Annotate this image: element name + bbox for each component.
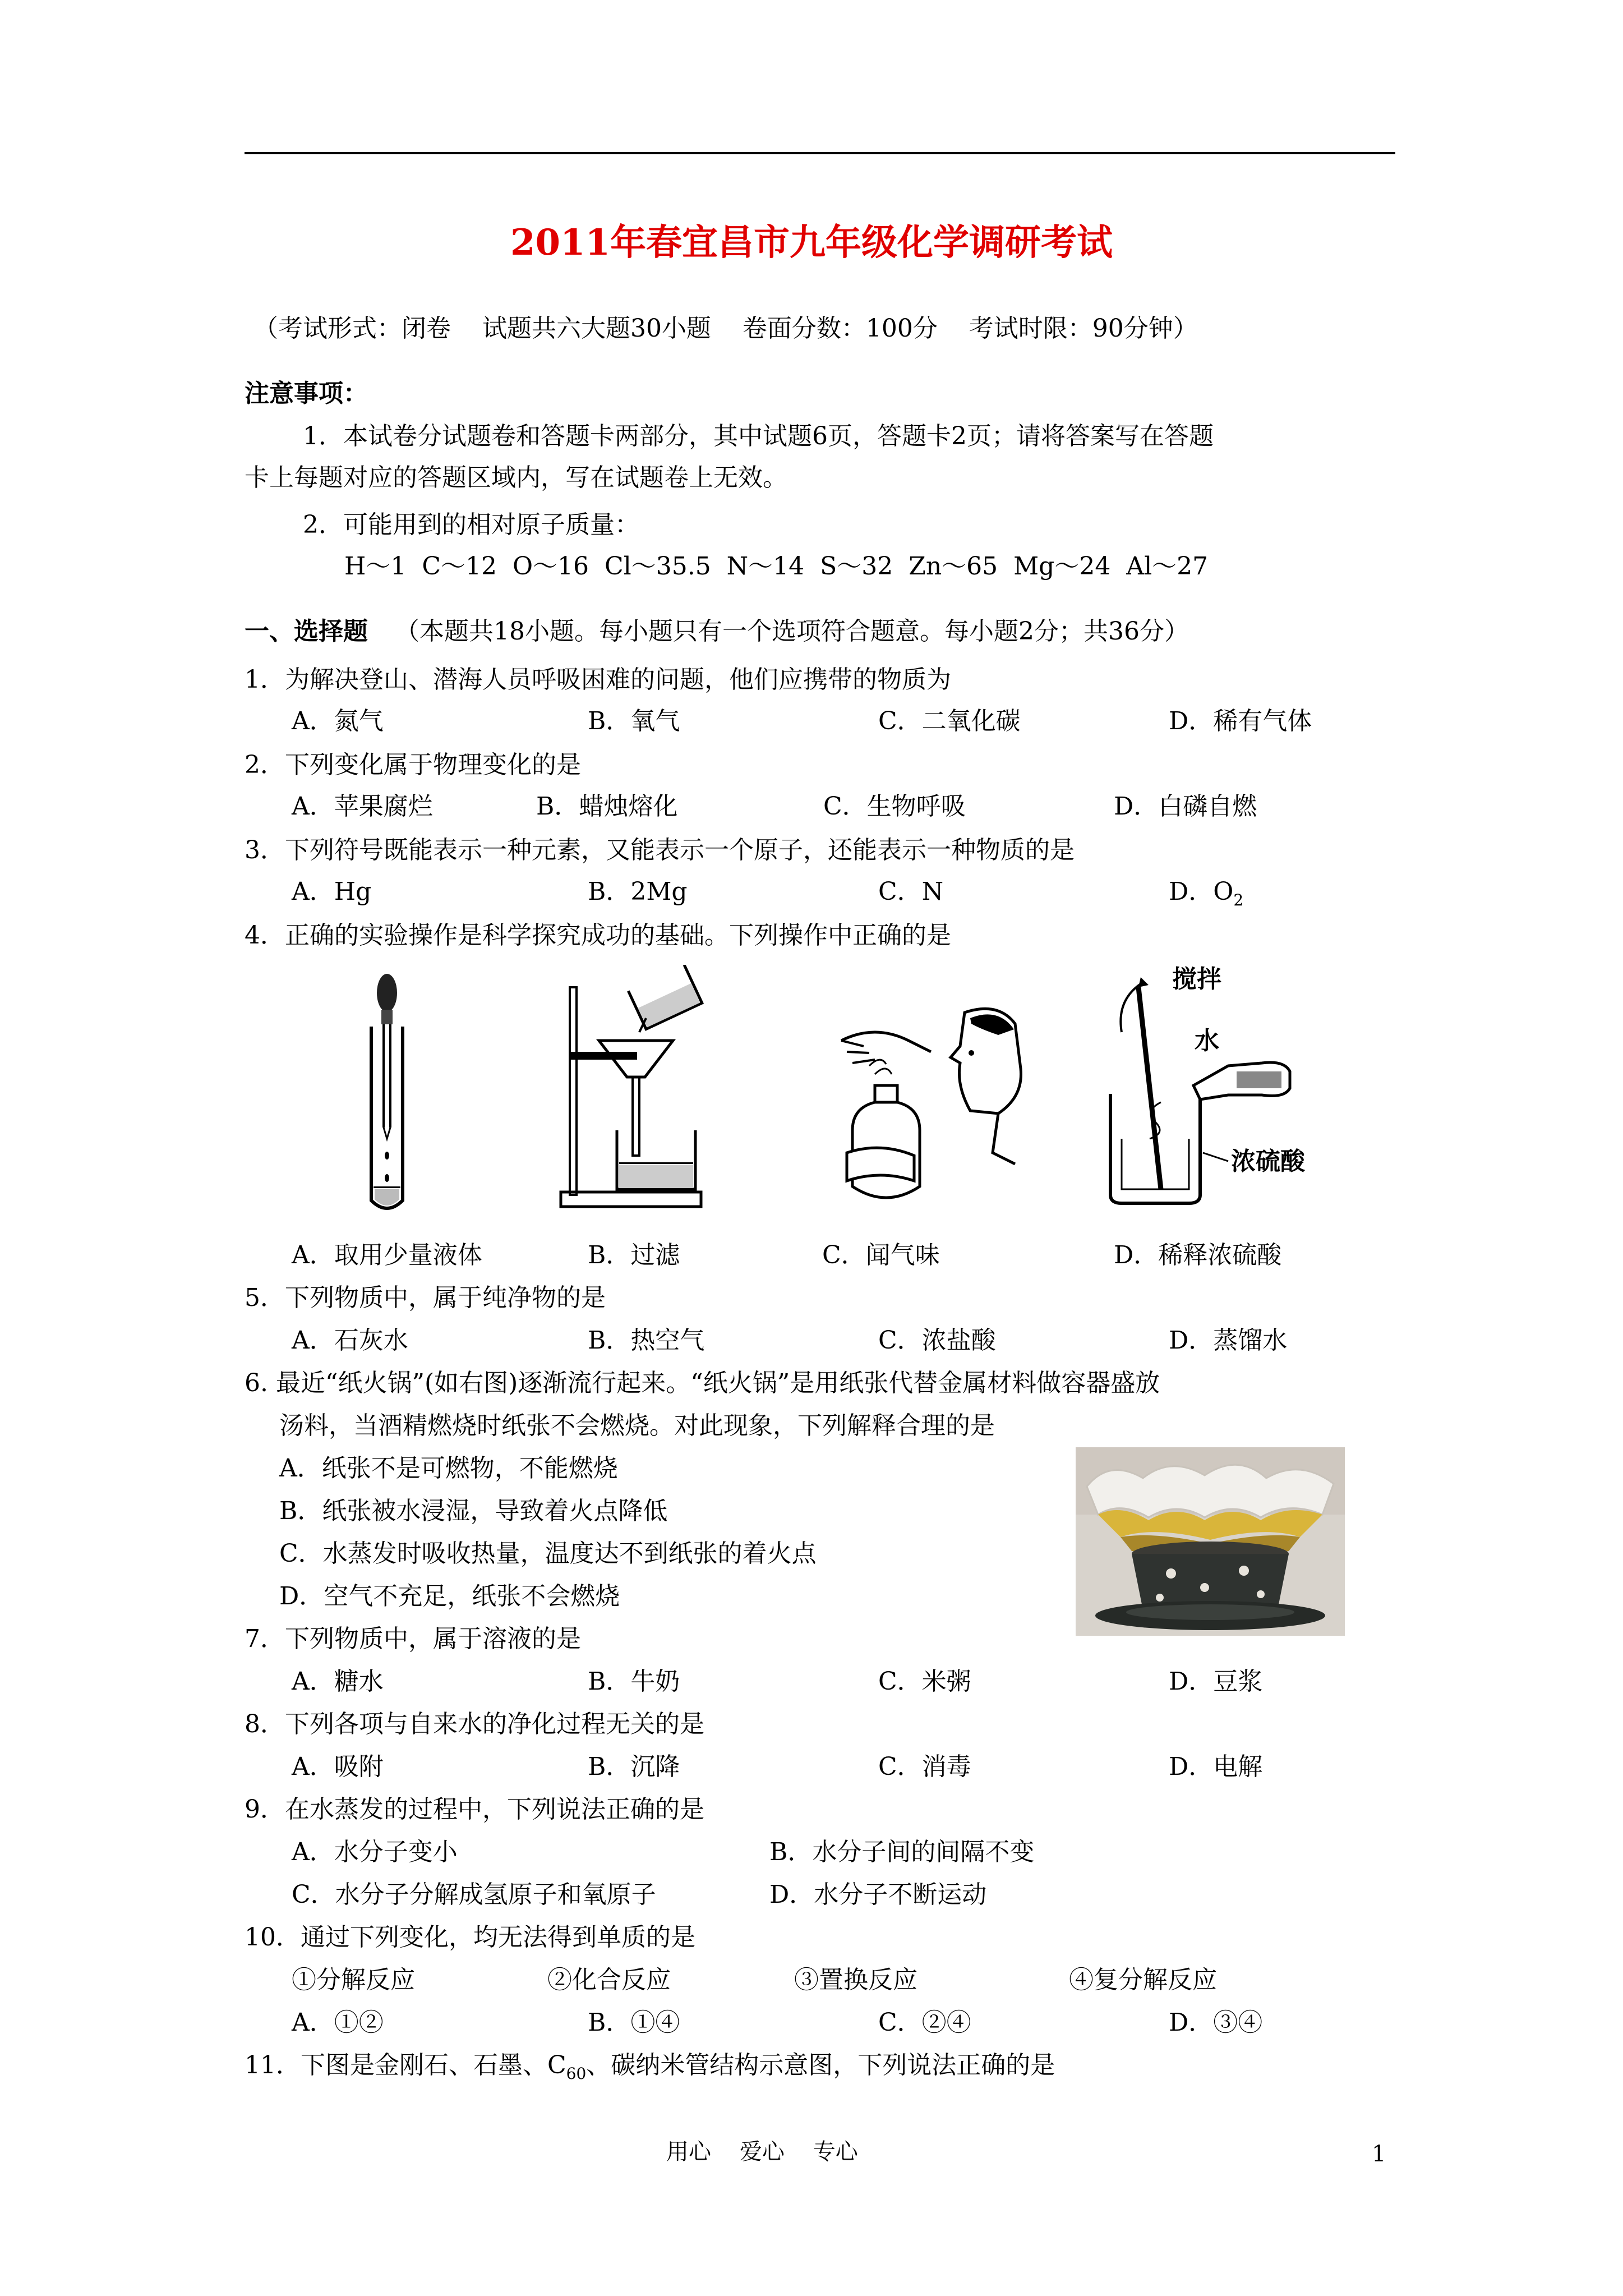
- q7-option-a: A．糖水: [292, 1667, 384, 1696]
- q7-option-c: C．米粥: [878, 1667, 971, 1696]
- page-number: 1: [1372, 2141, 1386, 2167]
- q3-option-a: A．Hg: [292, 877, 372, 906]
- q2-option-c: C．生物呼吸: [823, 792, 966, 821]
- q9-stem: 9．在水蒸发的过程中，下列说法正确的是: [245, 1795, 704, 1824]
- q10-option-c: C．②④: [878, 2008, 971, 2037]
- label-stir: 搅拌: [1172, 965, 1221, 993]
- footer-motto: 用心 爱心 专心: [666, 2139, 858, 2165]
- q6-stem-line-1: 6. 最近“纸火锅”(如右图)逐渐流行起来。“纸火锅”是用纸张代替金属材料做容器盛放: [245, 1369, 1160, 1397]
- q7-option-b: B．牛奶: [588, 1667, 680, 1696]
- q9-option-c: C．水分子分解成氢原子和氧原子: [292, 1880, 656, 1909]
- q8-option-d: D．电解: [1169, 1752, 1263, 1781]
- page-title: 2011年春宜昌市九年级化学调研考试: [510, 222, 1113, 264]
- q3-option-d-subscript: 2: [1233, 890, 1244, 909]
- q4-option-c: C．闻气味: [822, 1241, 940, 1269]
- q10-option-b: B．①④: [588, 2008, 680, 2037]
- q6-option-a: A．纸张不是可燃物，不能燃烧: [279, 1454, 618, 1483]
- q5-option-d: D．蒸馏水: [1169, 1326, 1288, 1355]
- q10-option-a: A．①②: [292, 2008, 384, 2037]
- q10-option-d: D．③④: [1169, 2008, 1263, 2037]
- q2-stem: 2．下列变化属于物理变化的是: [245, 751, 581, 779]
- q8-option-a: A．吸附: [292, 1752, 384, 1781]
- label-water: 水: [1195, 1027, 1219, 1055]
- q5-stem: 5．下列物质中，属于纯净物的是: [245, 1283, 606, 1312]
- q4-option-b: B．过滤: [588, 1241, 680, 1269]
- q10-reaction-1: ①分解反应: [292, 1966, 415, 1994]
- q2-option-b: B．蜡烛熔化: [536, 792, 678, 821]
- q11-c60-subscript: 60: [566, 2064, 587, 2083]
- q6-option-b: B．纸张被水浸湿，导致着火点降低: [279, 1497, 668, 1525]
- q6-option-d: D．空气不充足，纸张不会燃烧: [279, 1582, 620, 1611]
- figure-smelling-gas: [830, 1001, 1026, 1220]
- figure-dropper-test-tube: [348, 965, 426, 1217]
- q9-option-b: B．水分子间的间隔不变: [769, 1838, 1035, 1866]
- atomic-masses: H～1 C～12 O～16 Cl～35.5 N～14 S～32 Zn～65 Mg～24 Al～27: [344, 552, 1209, 581]
- figure-dilute-acid: [1094, 965, 1335, 1217]
- q11-stem: 11．下图是金刚石、石墨、$C_{60}$、碳纳米管结构示意图，下列说法正确的是: [245, 2051, 1055, 2083]
- q1-option-b: B．氧气: [588, 707, 680, 735]
- q5-option-a: A．石灰水: [292, 1326, 408, 1355]
- q6-option-c: C．水蒸发时吸收热量，温度达不到纸张的着火点: [279, 1539, 817, 1568]
- q7-stem: 7．下列物质中，属于溶液的是: [245, 1625, 581, 1653]
- q9-option-d: D．水分子不断运动: [769, 1880, 987, 1909]
- q6-stem-line-2: 汤料，当酒精燃烧时纸张不会燃烧。对此现象，下列解释合理的是: [279, 1411, 995, 1440]
- q1-option-d: D．稀有气体: [1169, 707, 1312, 735]
- q2-option-a: A．苹果腐烂: [292, 792, 433, 821]
- notes-item-1-line-1: 1．本试卷分试题卷和答题卡两部分，其中试题6页，答题卡2页；请将答案写在答题: [303, 422, 1214, 450]
- q4-option-d: D．稀释浓硫酸: [1114, 1241, 1282, 1269]
- q8-stem: 8．下列各项与自来水的净化过程无关的是: [245, 1710, 704, 1738]
- q9-option-a: A．水分子变小: [292, 1838, 458, 1866]
- q7-option-d: D．豆浆: [1169, 1667, 1263, 1696]
- q5-option-c: C．浓盐酸: [878, 1326, 996, 1355]
- notes-item-1-line-2: 卡上每题对应的答题区域内，写在试题卷上无效。: [245, 463, 787, 492]
- figure-filtration: [555, 965, 718, 1217]
- notes-item-2: 2．可能用到的相对原子质量：: [303, 510, 639, 539]
- q3-option-b: B．2Mg: [588, 877, 688, 906]
- q8-option-b: B．沉降: [588, 1752, 680, 1781]
- q8-option-c: C．消毒: [878, 1752, 971, 1781]
- exam-info: （考试形式：闭卷 试题共六大题30小题 卷面分数：100分 考试时限：90分钟）: [253, 314, 1198, 343]
- header-rule: [245, 152, 1395, 154]
- q1-stem: 1．为解决登山、潜海人员呼吸困难的问题，他们应携带的物质为: [245, 665, 951, 694]
- q1-option-c: C．二氧化碳: [878, 707, 1021, 735]
- q2-option-d: D．白磷自燃: [1114, 792, 1257, 821]
- q1-option-a: A．氮气: [292, 707, 384, 735]
- notes-heading: 注意事项：: [245, 379, 368, 408]
- q3-stem: 3．下列符号既能表示一种元素，又能表示一个原子，还能表示一种物质的是: [245, 836, 1075, 864]
- photo-paper-hotpot: [1076, 1447, 1345, 1636]
- q10-reaction-3: ③置换反应: [794, 1966, 917, 1994]
- q10-stem: 10．通过下列变化，均无法得到单质的是: [245, 1923, 695, 1952]
- q10-reaction-2: ②化合反应: [547, 1966, 671, 1994]
- q10-reaction-4: ④复分解反应: [1069, 1966, 1217, 1994]
- q5-option-b: B．热空气: [588, 1326, 705, 1355]
- label-acid: 浓硫酸: [1231, 1147, 1305, 1176]
- q3-option-d: D．$O_2$: [1169, 877, 1244, 909]
- section-1-heading: 一、选择题: [245, 617, 368, 646]
- q4-option-a: A．取用少量液体: [292, 1241, 482, 1269]
- section-1-note: （本题共18小题。每小题只有一个选项符合题意。每小题2分；共36分）: [395, 617, 1189, 646]
- q3-option-c: C．N: [878, 877, 944, 906]
- q4-stem: 4．正确的实验操作是科学探究成功的基础。下列操作中正确的是: [245, 921, 951, 950]
